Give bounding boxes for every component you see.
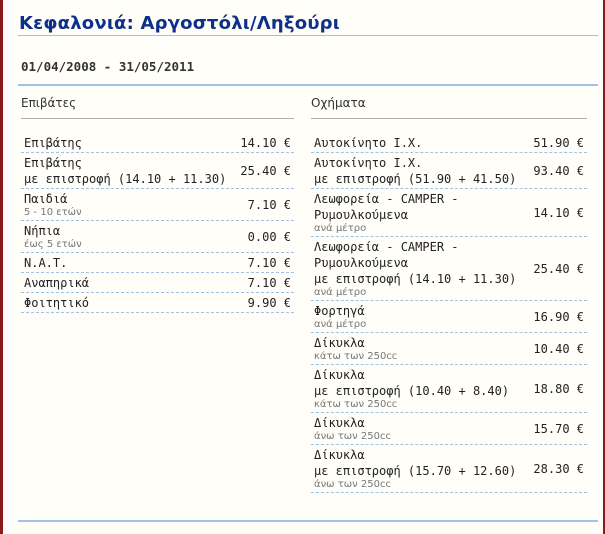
fare-label: Δίκυκλα bbox=[314, 336, 365, 350]
fare-row-nat bbox=[21, 253, 294, 273]
fare-price: 93.40 € bbox=[533, 164, 584, 178]
fare-note: άνω των 250cc bbox=[314, 431, 391, 442]
fare-label-detail: με επιστροφή (10.40 + 8.40) bbox=[314, 384, 510, 398]
fare-price: 15.70 € bbox=[533, 422, 584, 436]
fare-row-passenger bbox=[21, 133, 294, 153]
passengers-heading: Επιβάτες bbox=[21, 96, 77, 110]
fare-label: Λεωφορεία - CAMPER - bbox=[314, 192, 459, 206]
fare-note: ανά μέτρο bbox=[314, 287, 367, 298]
fare-label-group bbox=[24, 155, 226, 187]
passengers-header-separator bbox=[21, 118, 294, 119]
fare-price: 0.00 € bbox=[247, 230, 291, 244]
fare-note: άνω των 250cc bbox=[314, 479, 391, 490]
date-range: 01/04/2008 - 31/05/2011 bbox=[21, 59, 195, 74]
fare-price: 51.90 € bbox=[533, 136, 584, 150]
fare-row-motorbike-over bbox=[311, 413, 587, 445]
fare-label-group bbox=[314, 367, 509, 411]
fare-row-passenger-return bbox=[21, 153, 294, 189]
fare-row-children bbox=[21, 189, 294, 221]
fare-label: Λεωφορεία - CAMPER - bbox=[314, 240, 459, 254]
fare-label: Αυτοκίνητο Ι.Χ. bbox=[314, 156, 423, 170]
fare-label: Αναπηρικά bbox=[24, 276, 90, 290]
title-divider bbox=[18, 35, 598, 36]
fare-row-student bbox=[21, 293, 294, 313]
fare-price: 7.10 € bbox=[247, 276, 291, 290]
fare-price: 14.10 € bbox=[240, 136, 291, 150]
fare-price: 9.90 € bbox=[247, 296, 291, 310]
fare-row-infants bbox=[21, 221, 294, 253]
fare-label-detail: Ρυμουλκούμενα bbox=[314, 256, 408, 270]
fare-note: κάτω των 250cc bbox=[314, 351, 398, 362]
fare-label: Φορτηγά bbox=[314, 304, 365, 318]
fare-label: Αυτοκίνητο Ι.Χ. bbox=[314, 136, 423, 150]
fare-label-detail: με επιστροφή (15.70 + 12.60) bbox=[314, 464, 517, 478]
fare-label-detail: με επιστροφή (51.90 + 41.50) bbox=[314, 172, 517, 186]
fare-label: Δίκυκλα bbox=[314, 448, 365, 462]
fare-price: 28.30 € bbox=[533, 462, 584, 476]
fare-label-detail: με επιστροφή (14.10 + 11.30) bbox=[314, 272, 517, 286]
fare-label-group bbox=[314, 239, 516, 299]
fare-label-group bbox=[314, 191, 459, 235]
fare-label: Επιβάτης bbox=[24, 136, 82, 150]
page-title: Κεφαλονιά: Αργοστόλι/Ληξούρι bbox=[19, 13, 340, 34]
fare-row-motorbike-over-return bbox=[311, 445, 587, 493]
fare-note: ανά μέτρο bbox=[314, 319, 367, 330]
fare-label-group bbox=[314, 415, 391, 443]
fare-label: Φοιτητικό bbox=[24, 296, 90, 310]
passengers-fare-list bbox=[21, 133, 294, 313]
fare-row-truck bbox=[311, 301, 587, 333]
vehicles-fare-list bbox=[311, 133, 587, 493]
fare-label-detail: με επιστροφή (14.10 + 11.30) bbox=[24, 172, 227, 186]
fare-price: 18.80 € bbox=[533, 382, 584, 396]
fare-price: 10.40 € bbox=[533, 342, 584, 356]
fare-note: κάτω των 250cc bbox=[314, 399, 398, 410]
left-frame-border bbox=[0, 0, 3, 534]
fare-label-group bbox=[24, 223, 82, 251]
fare-label: Δίκυκλα bbox=[314, 416, 365, 430]
bottom-divider bbox=[18, 520, 598, 522]
fare-row-motorbike-under bbox=[311, 333, 587, 365]
fare-label-group bbox=[314, 303, 366, 331]
fare-row-disabled bbox=[21, 273, 294, 293]
fare-label: Δίκυκλα bbox=[314, 368, 365, 382]
fare-price: 25.40 € bbox=[533, 262, 584, 276]
fare-price: 25.40 € bbox=[240, 164, 291, 178]
fare-label-group bbox=[24, 191, 82, 219]
fare-label-detail: Ρυμουλκούμενα bbox=[314, 208, 408, 222]
fare-price: 7.10 € bbox=[247, 198, 291, 212]
fare-row-bus-camper-return bbox=[311, 237, 587, 301]
vehicles-heading: Οχήματα bbox=[311, 96, 366, 110]
fare-label-group bbox=[314, 155, 516, 187]
fare-row-motorbike-under-return bbox=[311, 365, 587, 413]
fare-row-car-return bbox=[311, 153, 587, 189]
fare-label-group bbox=[314, 335, 397, 363]
vehicles-header-separator bbox=[311, 118, 587, 119]
fare-label: Νήπια bbox=[24, 224, 61, 238]
fare-note: έως 5 ετών bbox=[24, 239, 82, 250]
fare-label: Παιδιά bbox=[24, 192, 68, 206]
fare-row-bus-camper bbox=[311, 189, 587, 237]
fare-note: 5 - 10 ετών bbox=[24, 207, 82, 218]
fare-price: 14.10 € bbox=[533, 206, 584, 220]
fare-note: ανά μέτρο bbox=[314, 223, 367, 234]
fare-label-group bbox=[314, 447, 516, 491]
fare-label: Επιβάτης bbox=[24, 156, 82, 170]
fare-price: 16.90 € bbox=[533, 310, 584, 324]
fare-price: 7.10 € bbox=[247, 256, 291, 270]
fare-label: Ν.Α.Τ. bbox=[24, 256, 68, 270]
fare-row-car bbox=[311, 133, 587, 153]
date-divider bbox=[18, 84, 598, 86]
